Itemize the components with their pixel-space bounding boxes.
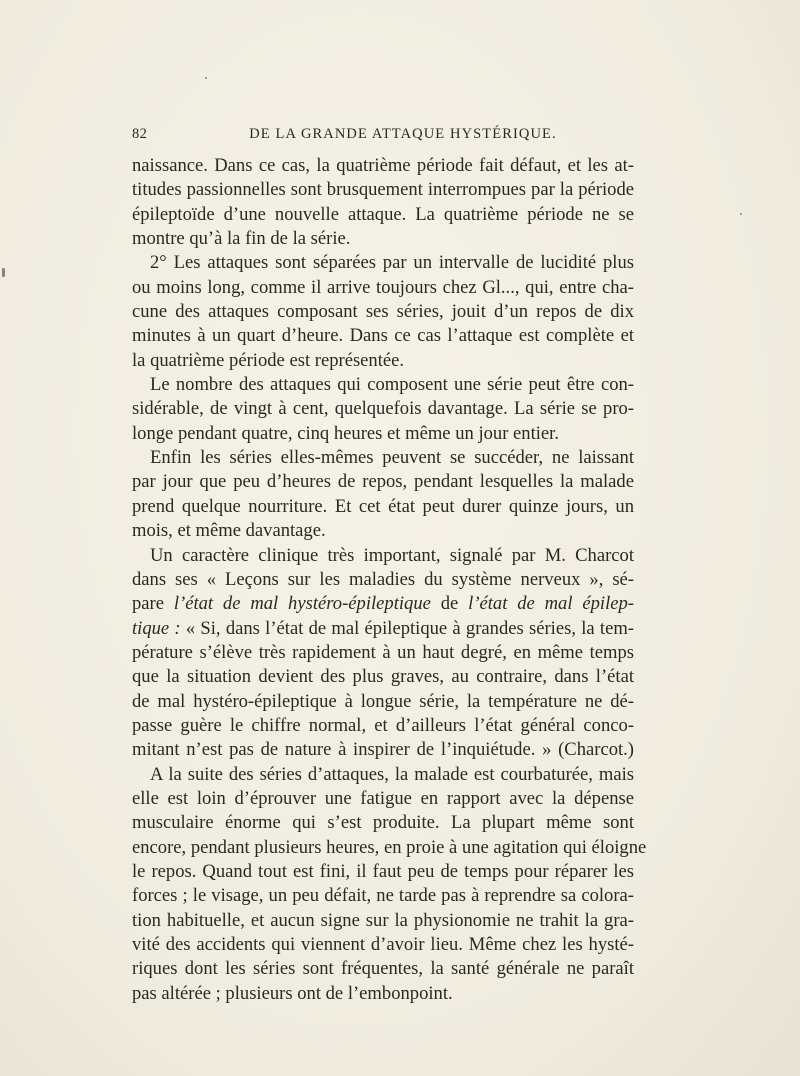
text-line: Le nombre des attaques qui composent une série peut être con- — [150, 374, 634, 396]
paper-speck — [740, 213, 742, 215]
text-line: sidérable, de vingt à cent, quelquefois davantage. La série se pro- — [132, 398, 634, 420]
text-line: la quatrième période est représentée. — [132, 349, 405, 371]
text-line — [132, 617, 634, 641]
text-line: naissance. Dans ce cas, la quatrième période fait défaut, et les at- — [132, 155, 634, 176]
text-line: forces ; le visage, un peu défait, ne tarde pas à reprendre sa colora- — [132, 885, 634, 907]
text-line: le repos. Quand tout est fini, il faut peu de temps pour réparer les — [132, 860, 634, 882]
text-line: de mal hystéro-épileptique à longue série, la température ne dé- — [132, 690, 634, 712]
text-span: pare — [132, 593, 174, 615]
text-line: tion habituelle, et aucun signe sur la physionomie ne trahit la gra- — [132, 909, 634, 931]
text-line: minutes à un quart d’heure. Dans ce cas l’attaque est complète et — [132, 325, 634, 347]
text-line — [132, 592, 634, 616]
text-line: que la situation devient des plus graves, au contraire, dans l’état — [132, 666, 634, 688]
page-number: 82 — [132, 126, 148, 142]
text-span: de — [430, 593, 469, 615]
paper-speck — [205, 77, 207, 79]
italic-text: tique : — [132, 617, 181, 639]
paper-speck — [2, 268, 5, 277]
text-line: épileptoïde d’une nouvelle attaque. La quatrième période ne se — [132, 203, 634, 225]
text-line: pérature s’élève très rapidement à un haut degré, en même temps — [132, 641, 634, 663]
text-line: Enfin les séries elles-mêmes peuvent se succéder, ne laissant — [150, 447, 634, 469]
text-line: prend quelque nourriture. Et cet état peut durer quinze jours, un — [132, 495, 634, 517]
text-line: longe pendant quatre, cinq heures et même un jour entier. — [132, 422, 559, 444]
text-line: ou moins long, comme il arrive toujours chez Gl..., qui, entre cha- — [132, 276, 634, 298]
text-line: mois, et même davantage. — [132, 520, 326, 542]
text-line: montre qu’à la fin de la série. — [132, 228, 351, 250]
text-line: riques dont les séries sont fréquentes, la santé générale ne paraît — [132, 958, 634, 980]
text-line: encore, pendant plusieurs heures, en proie à une agitation qui éloigne — [132, 836, 647, 858]
text-line: titudes passionnelles sont brusquement interrompues par la période — [132, 179, 634, 201]
italic-text: l’état de mal épilep- — [468, 593, 634, 615]
text-line: 2° Les attaques sont séparées par un intervalle de lucidité plus — [150, 252, 634, 274]
text-line: cune des attaques composant ses séries, jouit d’un repos de dix — [132, 301, 634, 323]
body-text — [132, 154, 647, 1006]
text-line: pas altérée ; plusieurs ont de l’embonpoint. — [132, 982, 453, 1004]
text-line: par jour que peu d’heures de repos, pendant lesquelles la malade — [132, 471, 634, 493]
text-line: vité des accidents qui viennent d’avoir lieu. Même chez les hysté- — [132, 934, 634, 955]
text-line: passe guère le chiffre normal, et d’ailleurs l’état général conco- — [132, 714, 634, 736]
running-head — [132, 126, 634, 146]
text-line: musculaire énorme qui s’est produite. La plupart même sont — [132, 812, 634, 834]
text-line: A la suite des séries d’attaques, la malade est courbaturée, mais — [150, 763, 634, 785]
text-line: dans ses « Leçons sur les maladies du système nerveux », sé- — [132, 568, 634, 590]
text-line: Un caractère clinique très important, signalé par M. Charcot — [150, 544, 634, 566]
running-title: DE LA GRANDE ATTAQUE HYSTÉRIQUE. — [249, 126, 557, 142]
text-line: elle est loin d’éprouver une fatigue en rapport avec la dépense — [132, 787, 634, 809]
italic-text: l’état de mal hystéro-épileptique — [173, 593, 431, 615]
text-span: « Si, dans l’état de mal épileptique à grandes séries, la tem- — [180, 617, 634, 639]
text-line: mitant n’est pas de nature à inspirer de l’inquiétude. » (Charcot.) — [132, 739, 634, 761]
